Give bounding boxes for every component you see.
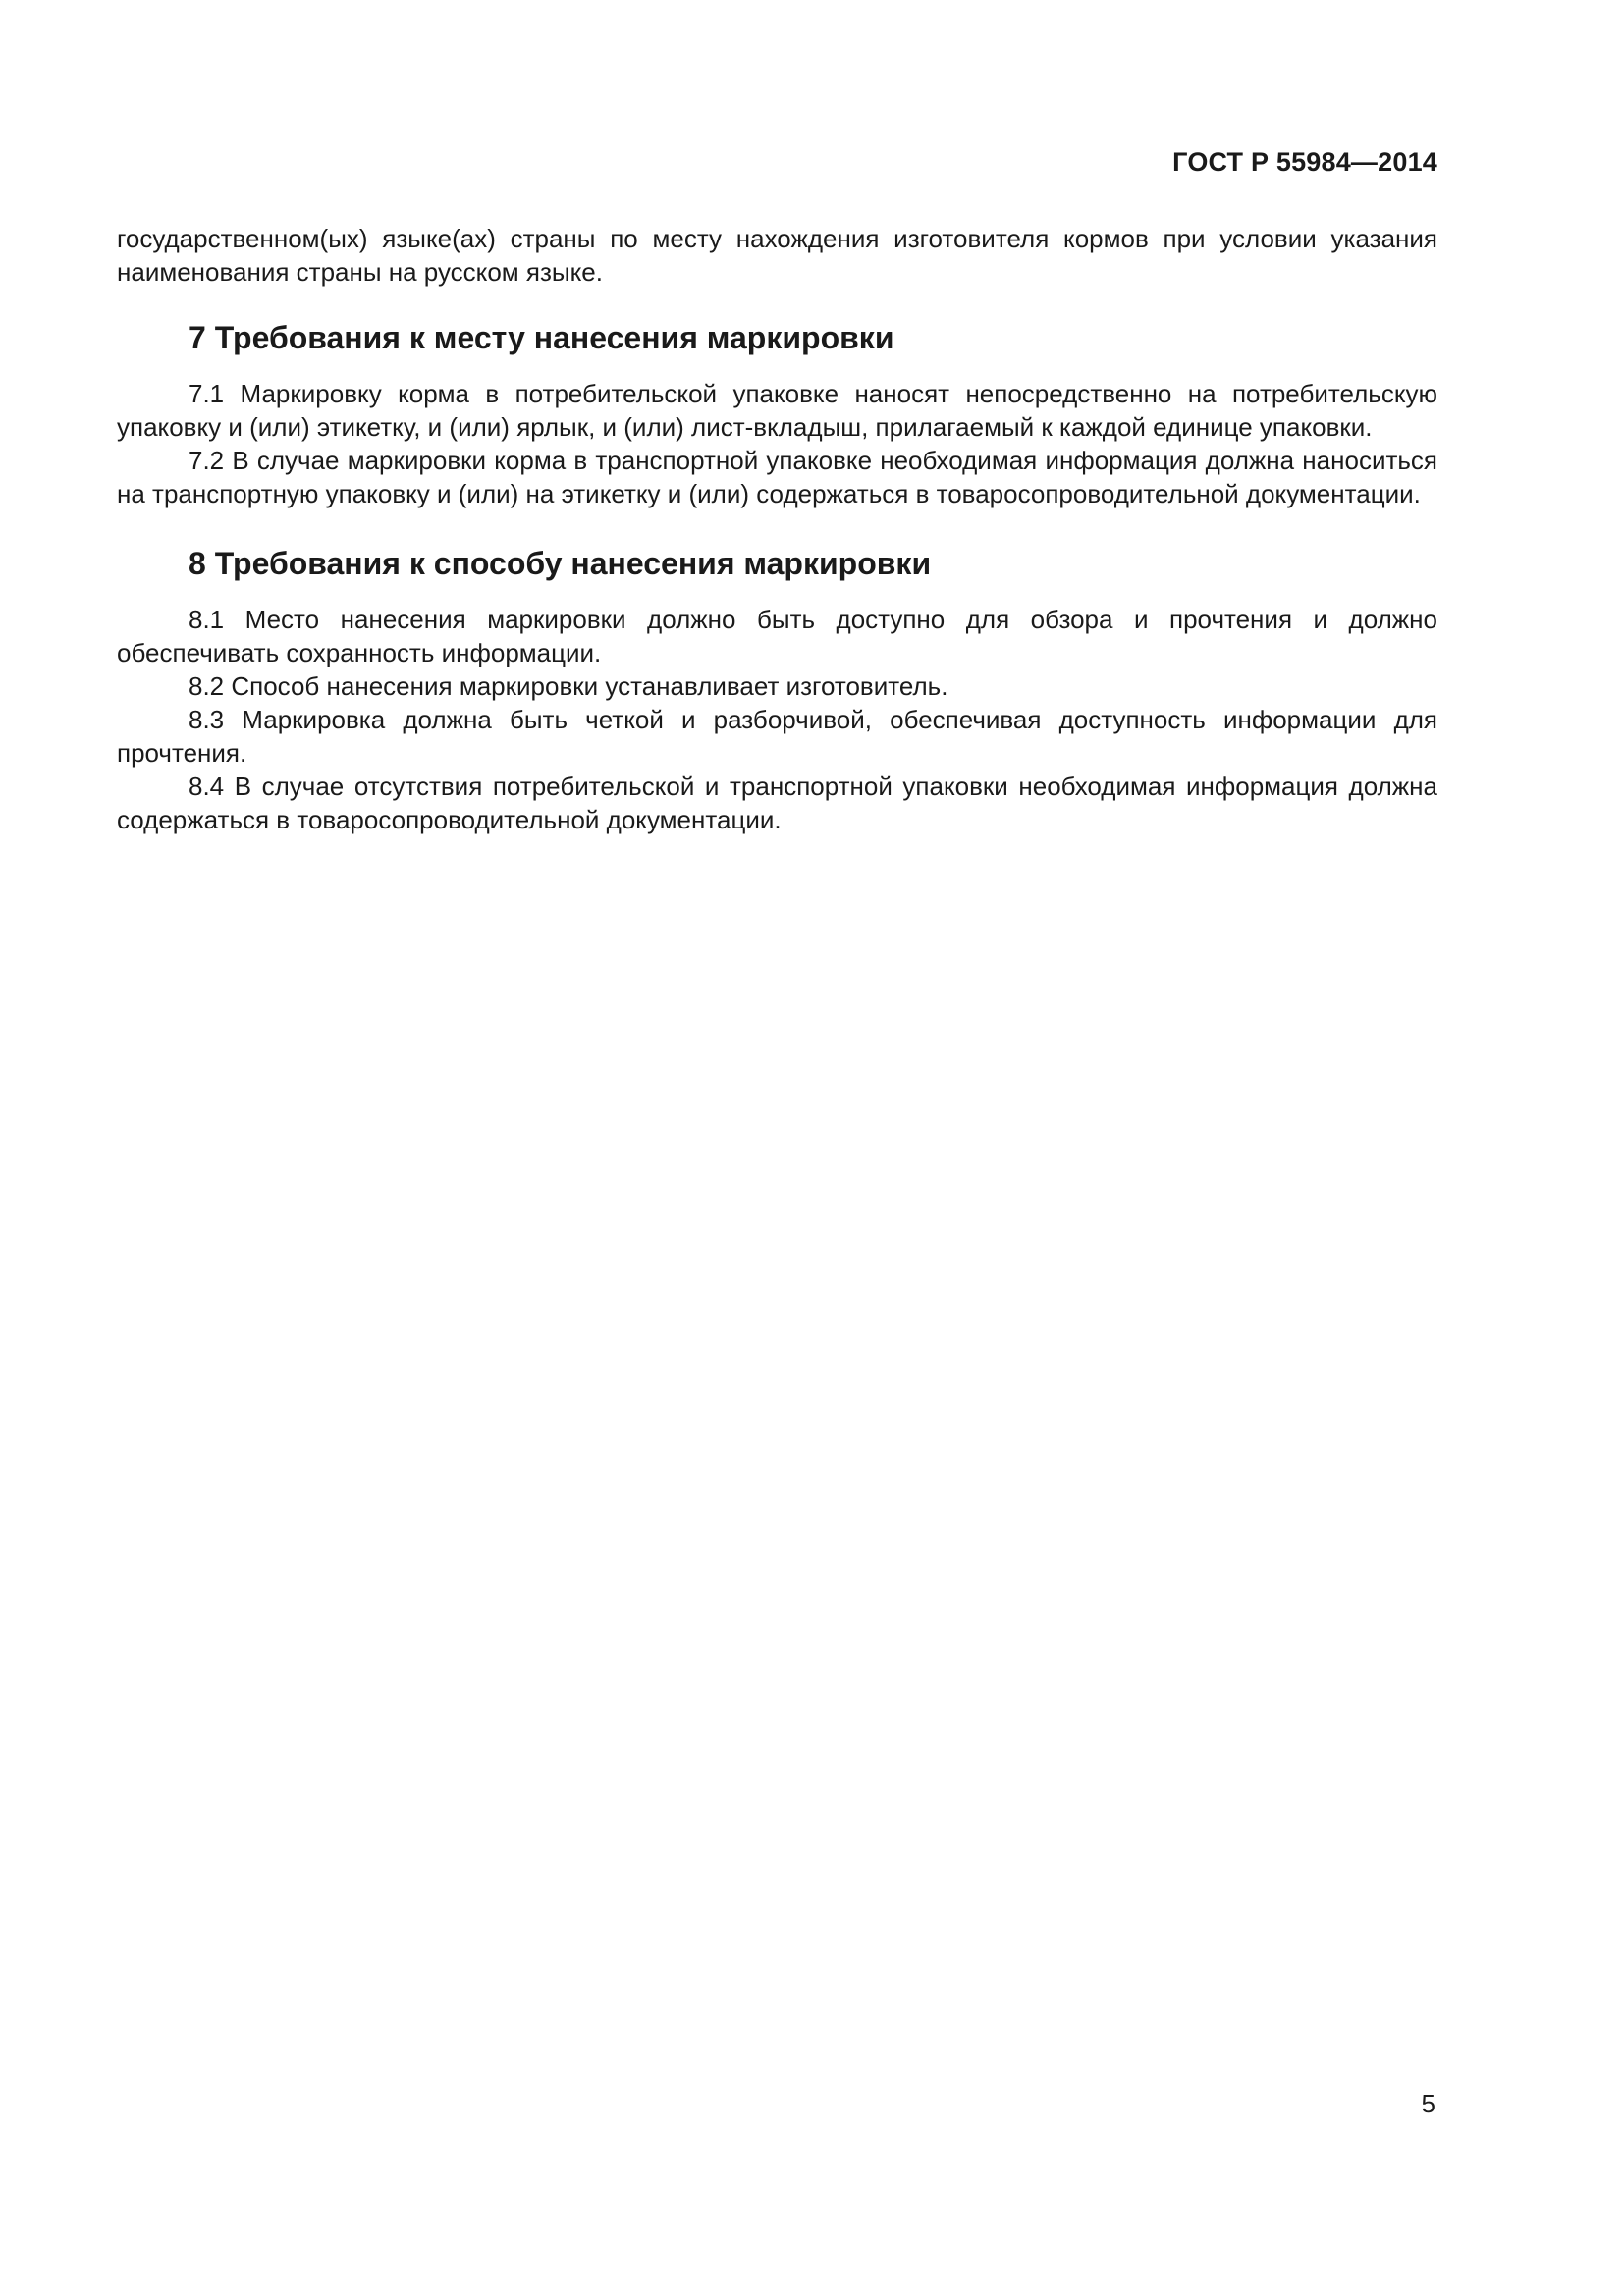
paragraph-8-1: 8.1 Место нанесения маркировки должно быть доступно для обзора и прочтения и должно обеспечивать сохранность информации. — [117, 605, 1437, 667]
section-7 — [117, 318, 1437, 510]
section-8-title: 8 Требования к способу нанесения маркировки — [189, 546, 932, 581]
section-7-title: 7 Требования к месту нанесения маркировки — [189, 320, 894, 355]
paragraph-8-4: 8.4 В случае отсутствия потребительской и транспортной упаковки необходимая информация должна содержаться в товаросопроводительной документации. — [117, 772, 1437, 834]
paragraph-8-2: 8.2 Способ нанесения маркировки устанавливает изготовитель. — [189, 671, 948, 701]
page-content — [117, 222, 1437, 836]
paragraph-7-2: 7.2 В случае маркировки корма в транспортной упаковке необходимая информация должна наноситься на транспортную упаковку и (или) на этикетку и (или) содержаться в товаросопроводительной документации. — [117, 446, 1437, 508]
paragraph-7-1: 7.1 Маркировку корма в потребительской упаковке наносят непосредственно на потребительскую упаковку и (или) этикетку, и (или) ярлык, и (или) лист-вкладыш, прилагаемый к каждой единице упаковки. — [117, 379, 1437, 442]
section-8 — [117, 544, 1437, 836]
document-code: ГОСТ Р 55984—2014 — [1172, 147, 1437, 177]
page-number: 5 — [1421, 2089, 1435, 2118]
paragraph-8-3: 8.3 Маркировка должна быть четкой и разборчивой, обеспечивая доступность информации для прочтения. — [117, 705, 1437, 768]
intro-paragraph: государственном(ых) языке(ах) страны по месту нахождения изготовителя кормов при условии указания наименования страны на русском языке. — [117, 224, 1437, 287]
